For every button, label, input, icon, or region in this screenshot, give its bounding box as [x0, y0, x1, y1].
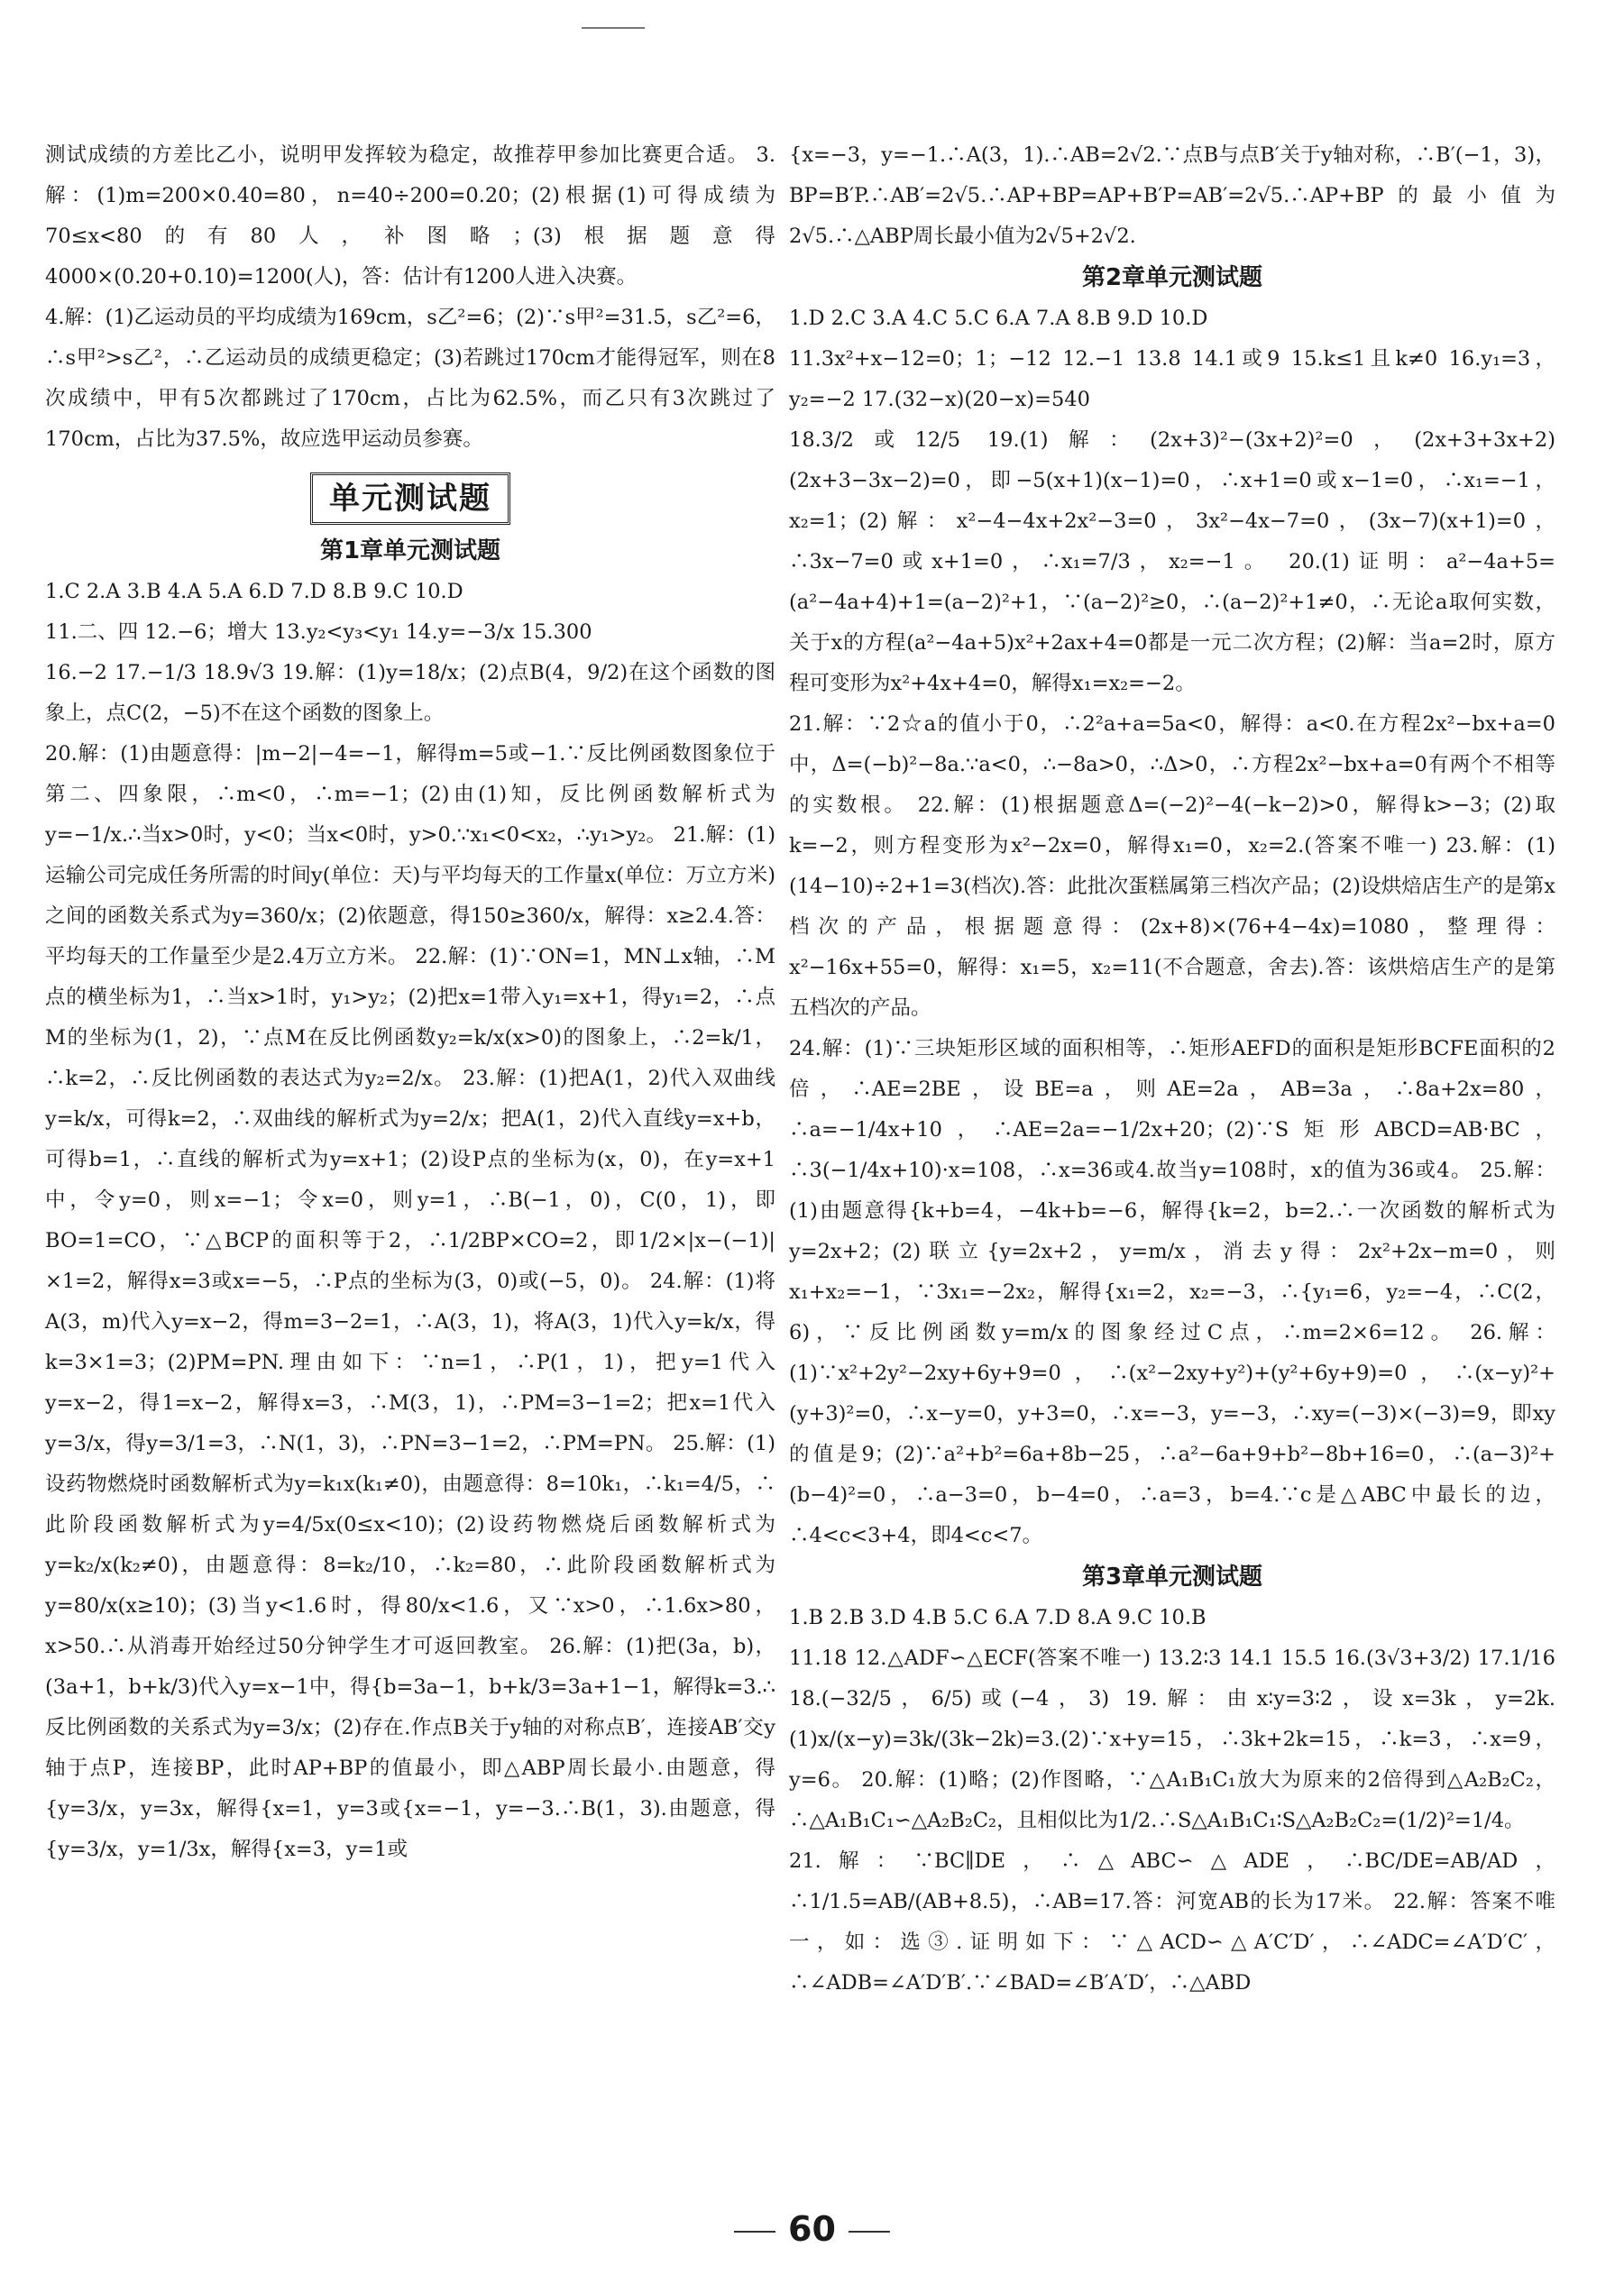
chapter-1-solutions: 20.解：(1)由题意得：|m−2|−4=−1，解得m=5或−1.∵反比例函数图象位于第二、四象限，∴m<0，∴m=−1；(2)由(1)知，反比例函数解析式为y=−1/x.∴当x>0时，y<0；当x<0时，y>0.∵x₁<0<x₂，∴y₁>y₂。 21.解：(1)运输公司完成任务所需的时间y(单位：天)与平均每天的工作量x(单位：万立方米)之间的函数关系式为y=360/x；(2)依题意，得150≥360/x，解得：x≥2.4.答：平均每天的工作量至少是2.4万立方米。 22.解：(1)∵ON=1，MN⊥x轴，∴M点的横坐标为1，∴当x>1时，y₁>y₂；(2)把x=1带入y₁=x+1，得y₁=2，∴点M的坐标为(1，2)，∵点M在反比例函数y₂=k/x(x>0)的图象上，∴2=k/1，∴k=2，∴反比例函数的表达式为y₂=2/x。 23.解：(1)把A(1，2)代入双曲线y=k/x，可得k=2，∴双曲线的解析式为y=2/x；把A(1，2)代入直线y=x+b，可得b=1，∴直线的解析式为y=x+1；(2)设P点的坐标为(x，0)，在y=x+1中，令y=0，则x=−1；令x=0，则y=1，∴B(−1，0)，C(0，1)，即BO=1=CO，∵△BCP的面积等于2，∴1/2BP×CO=2，即1/2×|x−(−1)|×1=2，解得x=3或x=−5，∴P点的坐标为(3，0)或(−5，0)。 24.解：(1)将A(3，m)代入y=x−2，得m=3−2=1，∴A(3，1)，将A(3，1)代入y=k/x，得k=3×1=3；(2)PM=PN.理由如下：∵n=1，∴P(1，1)，把y=1代入y=x−2，得1=x−2，解得x=3，∴M(3，1)，∴PM=3−1=2；把x=1代入y=3/x，得y=3/1=3，∴N(1，3)，∴PN=3−1=2，∴PM=PN。 25.解：(1)设药物燃烧时函数解析式为y=k₁x(k₁≠0)，由题意得：8=10k₁，∴k₁=4/5，∴此阶段函数解析式为y=4/5x(0≤x<10)；(2)设药物燃烧后函数解析式为y=k₂/x(k₂≠0)，由题意得：8=k₂/10，∴k₂=80，∴此阶段函数解析式为y=80/x(x≥10)；(3)当y<1.6时，得80/x<1.6，又∵x>0，∴1.6x>80，x>50.∴从消毒开始经过50分钟学生才可返回教室。 26.解：(1)把(3a，b)，(3a+1，b+k/3)代入y=x−1中，得{b=3a−1，b+k/3=3a+1−1，解得k=3.∴反比例函数的关系式为y=3/x；(2)存在.作点B关于y轴的对称点B′，连接AB′交y轴于点P，连接BP，此时AP+BP的值最小，即△ABP周长最小.由题意，得{y=3/x，y=3x，解得{x=1，y=3或{x=−1，y=−3.∴B(1，3).由题意，得{y=3/x，y=1/3x，解得{x=3，y=1或 [45, 742, 775, 1861]
chapter-1-continuation: {x=−3，y=−1.∴A(3，1).∴AB=2√2.∵点B与点B′关于y轴对称，∴B′(−1，3)，BP=B′P.∴AB′=2√5.∴AP+BP=AP+B′P=AB′=2√5.∴AP+BP的最小值为2√5.∴△ABP周长最小值为2√5+2√2. [789, 143, 1555, 248]
section-heading-wrap [45, 472, 775, 525]
chapter-2-answers-row-1: 1.D 2.C 3.A 4.C 5.C 6.A 7.A 8.B 9.D 10.D [789, 307, 1208, 330]
page-number: 60 [788, 2209, 836, 2249]
chapter-1-answers-row-2: 11.二、四 12.−6；增大 13.y₂<y₃<y₁ 14.y=−3/x 15.300 [45, 620, 592, 644]
left-column [45, 135, 775, 1870]
footer-dash-right [849, 2231, 890, 2233]
intro-paragraph-2: 4.解：(1)乙运动员的平均成绩为169cm，s乙²=6；(2)∵s甲²=31.5，s乙²=6，∴s甲²>s乙²，∴乙运动员的成绩更稳定；(3)若跳过170cm才能得冠军，则在8次成绩中，甲有5次都跳过了170cm，占比为62.5%，而乙只有3次跳过了170cm，占比为37.5%，故应选甲运动员参赛。 [45, 306, 775, 451]
chapter-3-title: 第3章单元测试题 [1081, 1564, 1263, 1591]
top-rule [582, 27, 645, 29]
chapter-2-solutions-2: 21.解：∵2☆a的值小于0，∴2²a+a=5a<0，解得：a<0.在方程2x²−bx+a=0中，Δ=(−b)²−8a.∵a<0，∴−8a>0，∴Δ>0，∴方程2x²−bx+a=0有两个不相等的实数根。 22.解：(1)根据题意Δ=(−2)²−4(−k−2)>0，解得k>−3；(2)取k=−2，则方程变形为x²−2x=0，解得x₁=0，x₂=2.(答案不唯一) 23.解：(1)(14−10)÷2+1=3(档次).答：此批次蛋糕属第三档次产品；(2)设烘焙店生产的是第x档次的产品，根据题意得：(2x+8)×(76+4−4x)=1080，整理得：x²−16x+55=0，解得：x₁=5，x₂=11(不合题意，舍去).答：该烘焙店生产的是第五档次的产品。 [789, 712, 1555, 1020]
chapter-2-solutions-3: 24.解：(1)∵三块矩形区域的面积相等，∴矩形AEFD的面积是矩形BCFE面积的2倍，∴AE=2BE，设BE=a，则AE=2a，AB=3a，∴8a+2x=80，∴a=−1/4x+10，∴AE=2a=−1/2x+20；(2)∵S矩形ABCD=AB·BC，∴3(−1/4x+10)·x=108，∴x=36或4.故当y=108时，x的值为36或4。 25.解：(1)由题意得{k+b=4，−4k+b=−6，解得{k=2，b=2.∴一次函数的解析式为y=2x+2；(2)联立{y=2x+2，y=m/x，消去y得：2x²+2x−m=0，则x₁+x₂=−1，∵3x₁=−2x₂，解得{x₁=2，x₂=−3，∴{y₁=6，y₂=−4，∴C(2，6)，∵反比例函数y=m/x的图象经过C点，∴m=2×6=12。 26.解：(1)∵x²+2y²−2xy+6y+9=0，∴(x²−2xy+y²)+(y²+6y+9)=0，∴(x−y)²+(y+3)²=0，∴x−y=0，y+3=0，∴x=−3，y=−3，∴xy=(−3)×(−3)=9，即xy的值是9；(2)∵a²+b²=6a+8b−25，∴a²−6a+9+b²−8b+16=0，∴(a−3)²+(b−4)²=0，∴a−3=0，b−4=0，∴a=3，b=4.∵c是△ABC中最长的边，∴4<c<3+4，即4<c<7。 [789, 1037, 1555, 1547]
right-column [789, 135, 1555, 2004]
footer-dash-left [734, 2231, 775, 2233]
section-heading: 单元测试题 [310, 472, 510, 525]
chapter-2-answers-row-2: 11.3x²+x−12=0；1；−12 12.−1 13.8 14.1或9 15.k≤1且k≠0 16.y₁=3，y₂=−2 17.(32−x)(20−x)=540 [789, 347, 1555, 411]
chapter-2-solutions-1: 18.3/2或12/5 19.(1)解：(2x+3)²−(3x+2)²=0，(2x+3+3x+2)(2x+3−3x−2)=0，即−5(x+1)(x−1)=0，∴x+1=0或x−1=0，∴x₁=−1，x₂=1；(2)解：x²−4−4x+2x²−3=0，3x²−4x−7=0，(3x−7)(x+1)=0，∴3x−7=0或x+1=0，∴x₁=7/3，x₂=−1。 20.(1)证明：a²−4a+5=(a²−4a+4)+1=(a−2)²+1，∵(a−2)²≥0，∴(a−2)²+1≠0，∴无论a取何实数，关于x的方程(a²−4a+5)x²+2ax+4=0都是一元二次方程；(2)解：当a=2时，原方程可变形为x²+4x+4=0，解得x₁=x₂=−2。 [789, 428, 1555, 695]
page-number-footer [0, 2209, 1624, 2249]
chapter-1-answers-row-1: 1.C 2.A 3.B 4.A 5.A 6.D 7.D 8.B 9.C 10.D [45, 580, 463, 603]
chapter-3-solutions-2: 21.解：∵BC∥DE，∴△ABC∽△ADE，∴BC/DE=AB/AD，∴1/1.5=AB/(AB+8.5)，∴AB=17.答：河宽AB的长为17米。 22.解：答案不唯一，如：选③.证明如下：∵△ACD∽△A′C′D′，∴∠ADC=∠A′D′C′，∴∠ADB=∠A′D′B′.∵∠BAD=∠B′A′D′，∴△ABD [789, 1849, 1555, 1995]
chapter-2-title: 第2章单元测试题 [1081, 264, 1263, 291]
chapter-1-answers-row-3: 16.−2 17.−1/3 18.9√3 19.解：(1)y=18/x；(2)点B(4，9/2)在这个函数的图象上，点C(2，−5)不在这个函数的图象上。 [45, 661, 775, 725]
intro-paragraph-1: 测试成绩的方差比乙小，说明甲发挥较为稳定，故推荐甲参加比赛更合适。 3.解：(1)m=200×0.40=80，n=40÷200=0.20；(2)根据(1)可得成绩为70≤x<80的有80人，补图略；(3)根据题意得4000×(0.20+0.10)=1200(人)，答：估计有1200人进入决赛。 [45, 143, 775, 289]
chapter-1-title: 第1章单元测试题 [319, 537, 501, 564]
chapter-3-answers-row-1: 1.B 2.B 3.D 4.B 5.C 6.A 7.D 8.A 9.C 10.B [789, 1606, 1207, 1629]
chapter-3-solutions-1: 11.18 12.△ADF∽△ECF(答案不唯一) 13.2∶3 14.1 15.5 16.(3√3+3/2) 17.1/16 18.(−32/5，6/5)或(−4，3) 19.解：由x∶y=3∶2，设x=3k，y=2k.(1)x/(x−y)=3k/(3k−2k)=3.(2)∵x+y=15，∴3k+2k=15，∴k=3，∴x=9，y=6。 20.解：(1)略；(2)作图略，∵△A₁B₁C₁放大为原来的2倍得到△A₂B₂C₂，∴△A₁B₁C₁∽△A₂B₂C₂，且相似比为1/2.∴S△A₁B₁C₁∶S△A₂B₂C₂=(1/2)²=1/4。 [789, 1646, 1555, 1832]
